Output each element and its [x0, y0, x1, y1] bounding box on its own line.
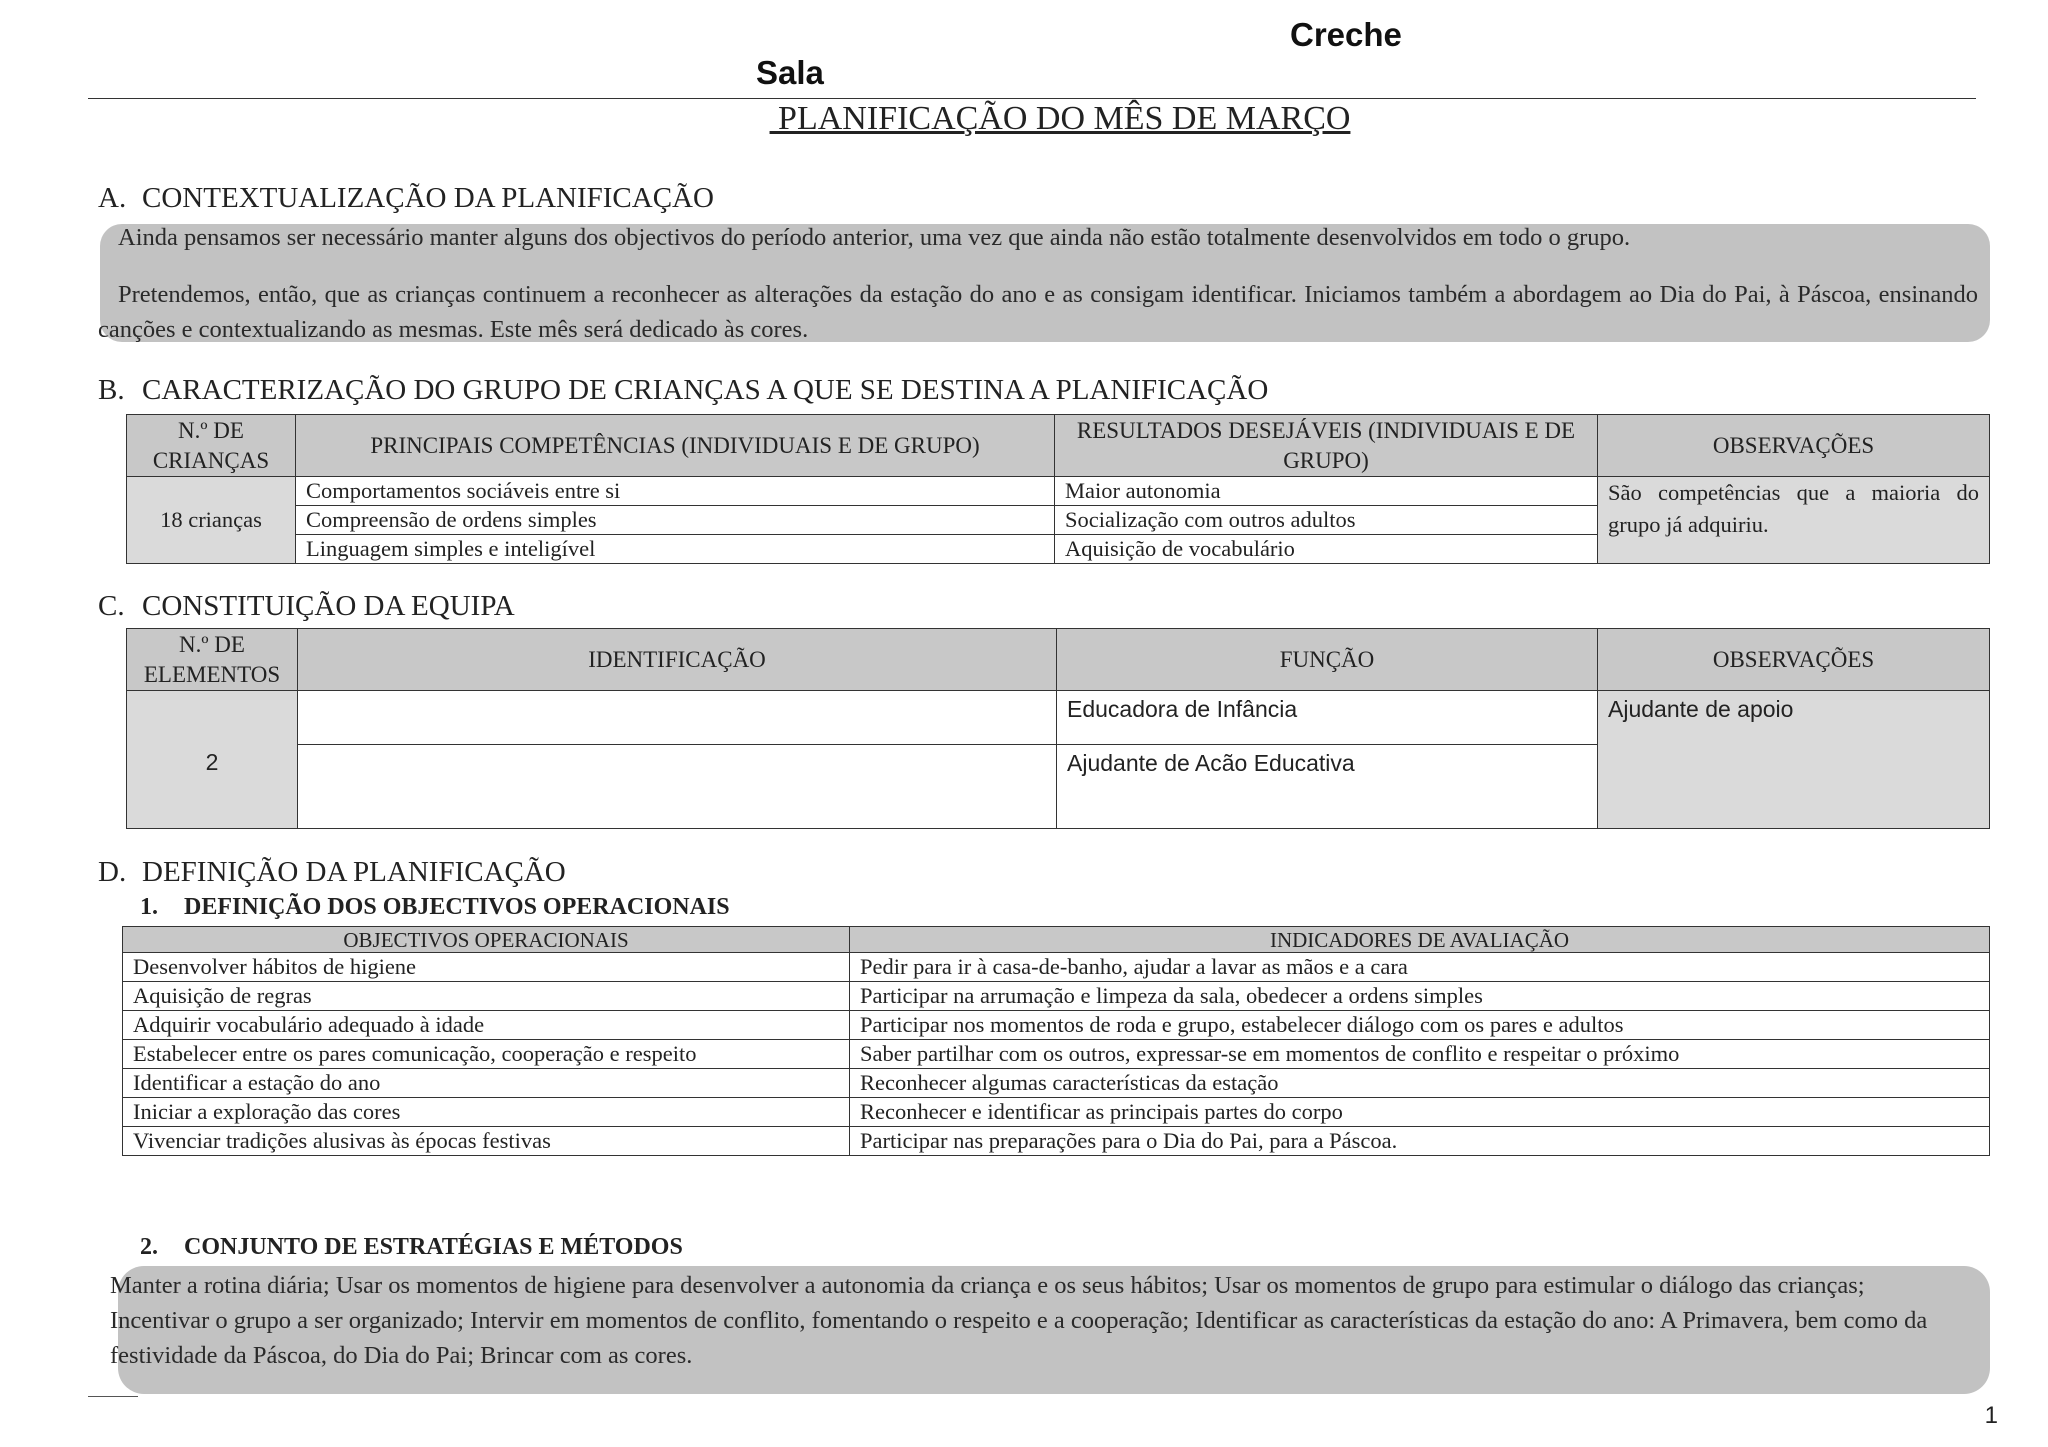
- competencia-cell: Comportamentos sociáveis entre si: [296, 477, 1055, 506]
- identificacao-cell: [298, 691, 1057, 745]
- table-row: [127, 477, 1990, 506]
- section-b-heading: [98, 374, 1268, 407]
- section-d-title: DEFINIÇÃO DA PLANIFICAÇÃO: [142, 856, 566, 888]
- objectivo-cell: Aquisição de regras: [123, 982, 850, 1011]
- col-header-elements: N.º DE ELEMENTOS: [127, 629, 298, 691]
- identificacao-cell: [298, 745, 1057, 829]
- funcao-cell: Ajudante de Acão Educativa: [1057, 745, 1598, 829]
- page-number: 1: [1984, 1402, 1998, 1429]
- col-header-observacoes: OBSERVAÇÕES: [1598, 415, 1990, 477]
- col-header-funcao: FUNÇÃO: [1057, 629, 1598, 691]
- indicador-cell: Pedir para ir à casa-de-banho, ajudar a lavar as mãos e a cara: [850, 953, 1990, 982]
- observacoes-cell: Ajudante de apoio: [1598, 691, 1990, 829]
- objectivo-cell: Identificar a estação do ano: [123, 1069, 850, 1098]
- table-row: [123, 1011, 1990, 1040]
- section-c-letter: C.: [98, 590, 125, 622]
- strategies-paragraph: Manter a rotina diária; Usar os momentos de higiene para desenvolver a autonomia da criança e os seus hábitos; Usar os momentos de grupo para estimular o diálogo das crianças; Incentivar o grupo a ser organizado; Intervir em momentos de conflito, fomentando o respeito e a cooperação; Identificar as características da estação do ano: A Primavera, bem como da festividade da Páscoa, do Dia do Pai; Brincar com as cores.: [110, 1272, 1928, 1369]
- col-header-competencias: PRINCIPAIS COMPETÊNCIAS (INDIVIDUAIS E DE GRUPO): [296, 415, 1055, 477]
- table-row: [127, 691, 1990, 745]
- col-header-resultados: RESULTADOS DESEJÁVEIS (INDIVIDUAIS E DE GRUPO): [1055, 415, 1598, 477]
- resultado-cell: Maior autonomia: [1055, 477, 1598, 506]
- team-table: [126, 628, 1990, 829]
- objectives-table: [122, 926, 1990, 1156]
- resultado-cell: Aquisição de vocabulário: [1055, 535, 1598, 564]
- indicador-cell: Participar nos momentos de roda e grupo, estabelecer diálogo com os pares e adultos: [850, 1011, 1990, 1040]
- section-a-heading: [98, 182, 714, 215]
- objectivo-cell: Vivenciar tradições alusivas às épocas festivas: [123, 1127, 850, 1156]
- table-row: [123, 1040, 1990, 1069]
- section-b-title: CARACTERIZAÇÃO DO GRUPO DE CRIANÇAS A QUE SE DESTINA A PLANIFICAÇÃO: [142, 374, 1269, 406]
- col-header-objectivos: OBJECTIVOS OPERACIONAIS: [123, 927, 850, 953]
- table-row: [123, 953, 1990, 982]
- subsection-2-number: 2.: [140, 1234, 158, 1260]
- subsection-2-title: CONJUNTO DE ESTRATÉGIAS E MÉTODOS: [184, 1234, 683, 1260]
- resultado-cell: Socialização com outros adultos: [1055, 506, 1598, 535]
- funcao-cell: Educadora de Infância: [1057, 691, 1598, 745]
- table-row: [123, 1098, 1990, 1127]
- subsection-1-title: DEFINIÇÃO DOS OBJECTIVOS OPERACIONAIS: [184, 894, 730, 920]
- section-a-paragraph-1: Ainda pensamos ser necessário manter alguns dos objectivos do período anterior, uma vez que ainda não estão totalmente desenvolvidos em todo o grupo.: [118, 224, 1631, 251]
- objectivo-cell: Iniciar a exploração das cores: [123, 1098, 850, 1127]
- indicador-cell: Reconhecer algumas características da estação: [850, 1069, 1990, 1098]
- indicador-cell: Reconhecer e identificar as principais partes do corpo: [850, 1098, 1990, 1127]
- page-title: PLANIFICAÇÃO DO MÊS DE MARÇO: [769, 100, 1351, 137]
- objectivo-cell: Estabelecer entre os pares comunicação, cooperação e respeito: [123, 1040, 850, 1069]
- elements-count: 2: [127, 691, 298, 829]
- group-characterization-table: [126, 414, 1990, 564]
- subsection-1-number: 1.: [140, 894, 158, 920]
- col-header-observacoes: OBSERVAÇÕES: [1598, 629, 1990, 691]
- competencia-cell: Linguagem simples e inteligível: [296, 535, 1055, 564]
- section-a-paragraph-2: Pretendemos, então, que as crianças continuem a reconhecer as alterações da estação do ano e as consigam identificar. Iniciamos também a abordagem ao Dia do Pai, à Páscoa, ensinando canções e contextualizando as mesmas. Este mês será dedicado às cores.: [98, 281, 1978, 343]
- section-a-title: CONTEXTUALIZAÇÃO DA PLANIFICAÇÃO: [142, 182, 714, 214]
- indicador-cell: Participar nas preparações para o Dia do Pai, para a Páscoa.: [850, 1127, 1990, 1156]
- section-c-title: CONSTITUIÇÃO DA EQUIPA: [142, 590, 515, 622]
- section-b-letter: B.: [98, 374, 125, 406]
- col-header-indicadores: INDICADORES DE AVALIAÇÃO: [850, 927, 1990, 953]
- col-header-identificacao: IDENTIFICAÇÃO: [298, 629, 1057, 691]
- header-sala: Sala: [756, 54, 824, 91]
- col-header-count: N.º DE CRIANÇAS: [127, 415, 296, 477]
- subsection-2-heading: [140, 1234, 683, 1261]
- section-a-letter: A.: [98, 182, 127, 214]
- section-d-heading: [98, 856, 566, 889]
- header-divider: [88, 98, 1976, 99]
- objectivo-cell: Adquirir vocabulário adequado à idade: [123, 1011, 850, 1040]
- objectivo-cell: Desenvolver hábitos de higiene: [123, 953, 850, 982]
- competencia-cell: Compreensão de ordens simples: [296, 506, 1055, 535]
- header-creche: Creche: [1290, 16, 1402, 53]
- indicador-cell: Participar na arrumação e limpeza da sala, obedecer a ordens simples: [850, 982, 1990, 1011]
- subsection-1-heading: [140, 894, 730, 921]
- observacoes-cell: São competências que a maioria do grupo já adquiriu.: [1598, 477, 1990, 564]
- footer-rule: [88, 1396, 138, 1397]
- children-count: 18 crianças: [127, 477, 296, 564]
- table-row: [123, 1069, 1990, 1098]
- table-row: [123, 982, 1990, 1011]
- table-row: [123, 1127, 1990, 1156]
- section-d-letter: D.: [98, 856, 127, 888]
- section-c-heading: [98, 590, 515, 623]
- indicador-cell: Saber partilhar com os outros, expressar-se em momentos de conflito e respeitar o próximo: [850, 1040, 1990, 1069]
